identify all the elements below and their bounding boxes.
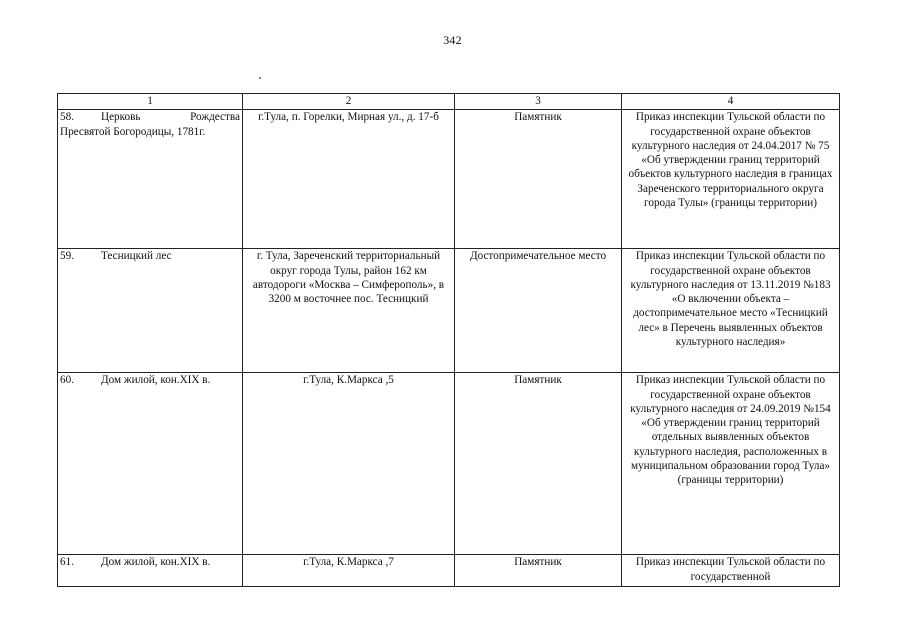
address-cell: г.Тула, К.Маркса ,5: [243, 373, 455, 555]
document-cell: Приказ инспекции Тульской области по государственной охране объектов культурного наследия от 13.11.2019 №183 «О включении объекта – достопримечательное место «Тесницкий лес» в Перечень выявленных объектов культурного наследия»: [622, 249, 840, 373]
row-number: 61.: [60, 556, 74, 569]
object-name: Дом жилой, кон.XIX в.: [101, 556, 211, 569]
heritage-registry-table: [57, 93, 840, 587]
category-cell: Памятник: [455, 110, 622, 249]
document-cell: Приказ инспекции Тульской области по государственной охране объектов культурного наследия от 24.09.2019 №154 «Об утверждении границ территорий отдельных выявленных объектов культурного наследия, расположенных в муниципальном образовании город Тула» (границы территории): [622, 373, 840, 555]
object-name-cell: [58, 373, 243, 555]
object-name-line-1: [60, 110, 240, 124]
object-name-rest: Пресвятой Богородицы, 1781г.: [60, 125, 206, 138]
document-cell: Приказ инспекции Тульской области по государственной: [622, 555, 840, 587]
column-header-4: 4: [622, 94, 840, 110]
category-cell: Достопримечательное место: [455, 249, 622, 373]
row-number: 59.: [60, 250, 74, 263]
table-header-row: [58, 94, 840, 110]
object-name-start: Церковь Рождества: [101, 111, 240, 124]
object-name: Дом жилой, кон.XIX в.: [101, 374, 211, 387]
column-header-2: 2: [243, 94, 455, 110]
object-name-cell: [58, 555, 243, 587]
object-name: Тесницкий лес: [101, 250, 172, 263]
address-cell: г. Тула, Зареченский территориальный округ города Тулы, район 162 км автодороги «Москва – Симферополь», в 3200 м восточнее пос. Тесницкий: [243, 249, 455, 373]
scan-speck: [259, 77, 261, 79]
column-header-1: 1: [58, 94, 243, 110]
address-cell: г.Тула, К.Маркса ,7: [243, 555, 455, 587]
table-row: [58, 555, 840, 587]
object-name-cell: [58, 249, 243, 373]
table-row: [58, 373, 840, 555]
row-number: 60.: [60, 374, 74, 387]
document-cell: Приказ инспекции Тульской области по государственной охране объектов культурного наследия от 24.04.2017 № 75 «Об утверждении границ территорий объектов культурного наследия в границах Зареченского территориального округа города Тулы» (границы территории): [622, 110, 840, 249]
column-header-3: 3: [455, 94, 622, 110]
object-name-cell: [58, 110, 243, 249]
table-row: [58, 110, 840, 249]
row-number: 58.: [60, 111, 74, 124]
category-cell: Памятник: [455, 555, 622, 587]
table-row: [58, 249, 840, 373]
category-cell: Памятник: [455, 373, 622, 555]
address-cell: г.Тула, п. Горелки, Мирная ул., д. 17-б: [243, 110, 455, 249]
page-number: 342: [443, 33, 462, 47]
